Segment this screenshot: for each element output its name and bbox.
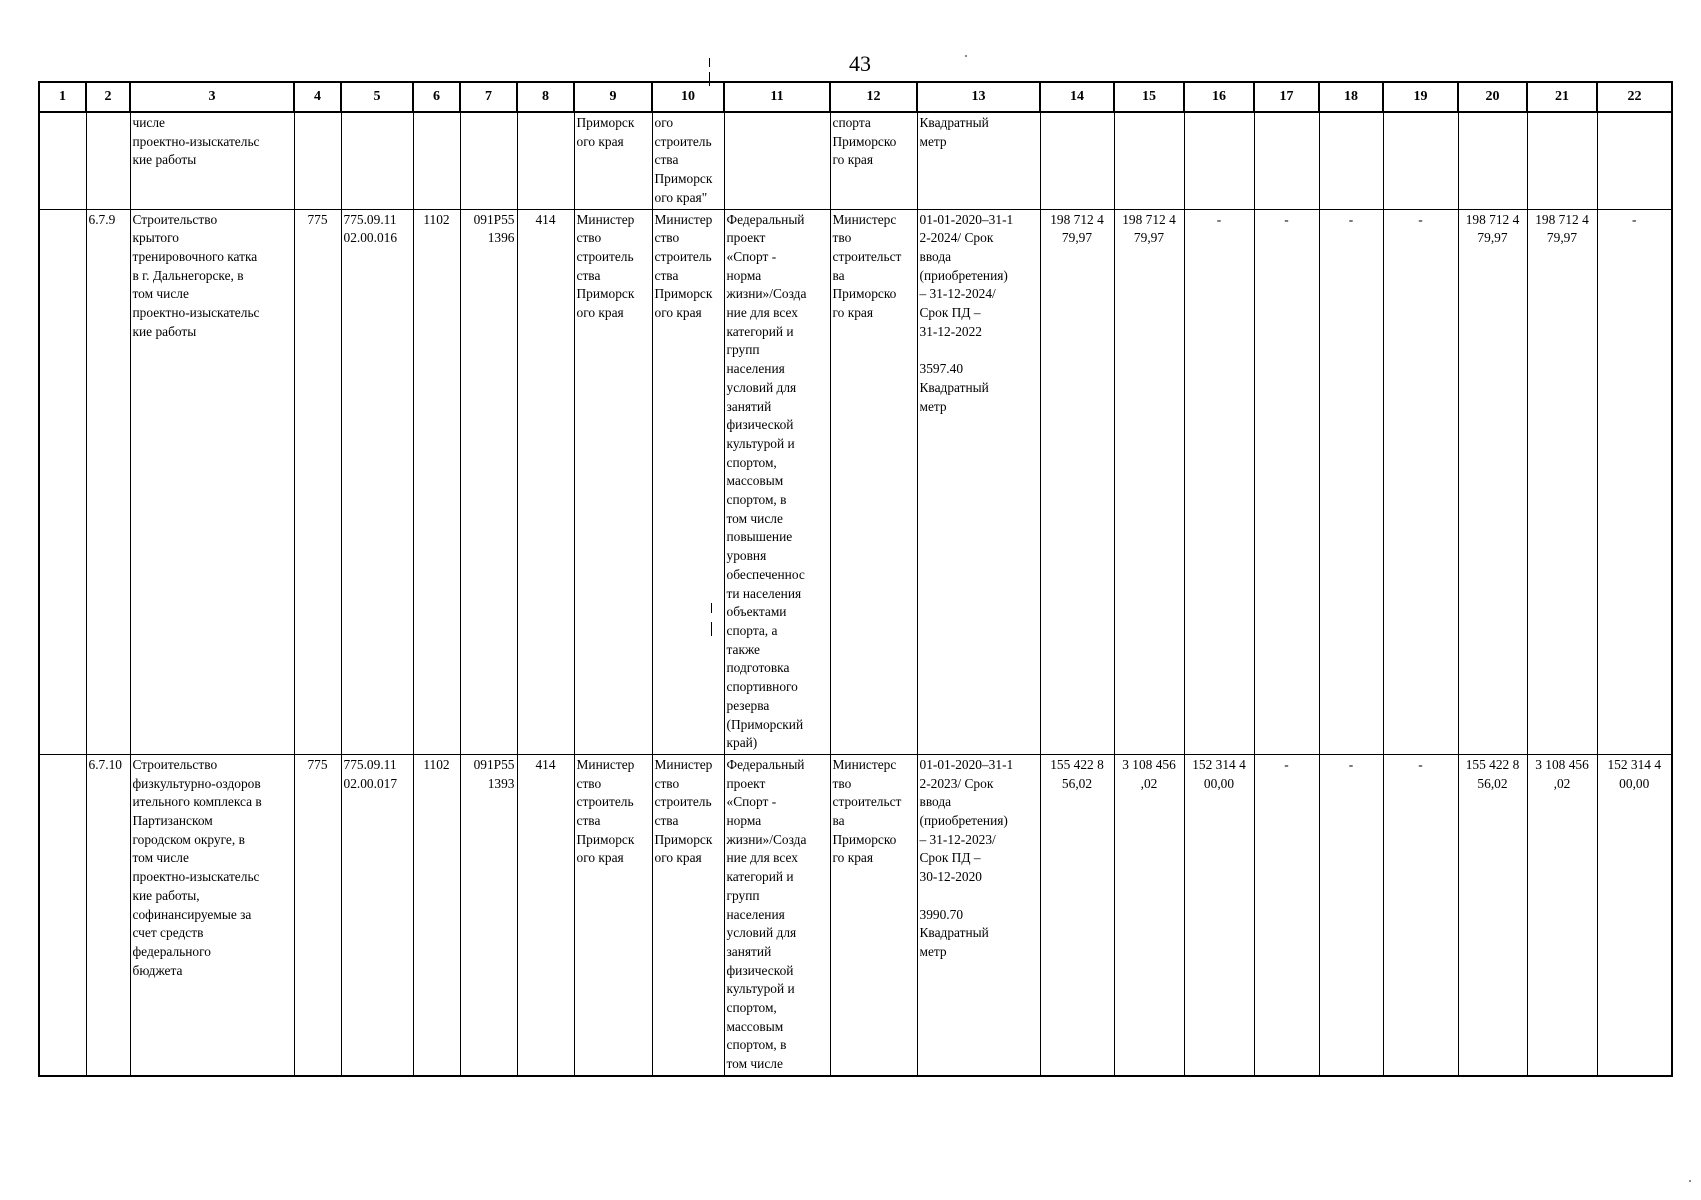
table-cell: спорта Приморско го края	[830, 112, 917, 209]
table-cell	[1527, 112, 1597, 209]
table-cell: -	[1319, 209, 1383, 754]
header-cell: 16	[1184, 82, 1254, 112]
table-cell: 155 422 8 56,02	[1458, 754, 1527, 1075]
row-number-cell	[86, 112, 130, 209]
scan-speck	[1689, 1180, 1691, 1182]
header-cell: 2	[86, 82, 130, 112]
table-cell: ого строитель ства Приморск ого края"	[652, 112, 724, 209]
table-cell	[517, 112, 574, 209]
table-cell: 091P55 1396	[460, 209, 517, 754]
table-cell	[1184, 112, 1254, 209]
table-cell: Федеральный проект «Спорт - норма жизни»/Созда ние для всех категорий и групп населения условий для занятий физической культурой и спортом, массовым спортом, в том числе повышение уровня обеспеченнос ти населения объектами спорта, а также подготовка спортивного резерва (Приморский край)	[724, 209, 830, 754]
table-cell: 152 314 4 00,00	[1184, 754, 1254, 1075]
table-cell: 414	[517, 209, 574, 754]
table-cell	[1319, 112, 1383, 209]
row-number-cell: 6.7.9	[86, 209, 130, 754]
header-cell: 13	[917, 82, 1040, 112]
table-cell: Квадратный метр	[917, 112, 1040, 209]
header-cell: 4	[294, 82, 341, 112]
table-cell: Министерс тво строительст ва Приморско го края	[830, 754, 917, 1075]
table-cell: 775.09.11 02.00.017	[341, 754, 413, 1075]
table-cell: 1102	[413, 754, 460, 1075]
scan-speck	[965, 55, 967, 57]
table-cell: Министерс тво строительст ва Приморско го края	[830, 209, 917, 754]
row-number-cell: 6.7.10	[86, 754, 130, 1075]
table-cell: 198 712 4 79,97	[1040, 209, 1114, 754]
table-cell: Федеральный проект «Спорт - норма жизни»/Созда ние для всех категорий и групп населения условий для занятий физической культурой и спортом, массовым спортом, в том числе	[724, 754, 830, 1075]
header-cell: 1	[39, 82, 86, 112]
data-table	[38, 81, 1673, 1077]
table-cell: 198 712 4 79,97	[1527, 209, 1597, 754]
table-cell: -	[1383, 754, 1458, 1075]
header-cell: 7	[460, 82, 517, 112]
table-cell: 01-01-2020–31-1 2-2023/ Срок ввода (приобретения) – 31-12-2023/ Срок ПД – 30-12-2020 3990.70 Квадратный метр	[917, 754, 1040, 1075]
table-cell	[413, 112, 460, 209]
table-cell	[724, 112, 830, 209]
table-cell: 775	[294, 209, 341, 754]
table-cell	[1040, 112, 1114, 209]
table-cell	[39, 112, 86, 209]
table-cell	[1254, 112, 1319, 209]
header-cell: 14	[1040, 82, 1114, 112]
table-cell: 01-01-2020–31-1 2-2024/ Срок ввода (приобретения) – 31-12-2024/ Срок ПД – 31-12-2022 3597.40 Квадратный метр	[917, 209, 1040, 754]
table-cell	[341, 112, 413, 209]
table-cell: 155 422 8 56,02	[1040, 754, 1114, 1075]
table-cell	[1114, 112, 1184, 209]
header-cell: 5	[341, 82, 413, 112]
header-cell: 11	[724, 82, 830, 112]
table-cell: -	[1597, 209, 1672, 754]
header-cell: 22	[1597, 82, 1672, 112]
table-cell: Министер ство строитель ства Приморск ого края	[652, 209, 724, 754]
header-cell: 6	[413, 82, 460, 112]
scan-mark	[709, 58, 710, 67]
table-cell: 152 314 4 00,00	[1597, 754, 1672, 1075]
table-cell	[39, 754, 86, 1075]
object-name-cell: Строительство физкультурно-оздоров ительного комплекса в Партизанском городском округе, в том числе проектно-изыскательс кие работы, софинансируемые за счет средств федерального бюджета	[130, 754, 294, 1075]
header-cell: 21	[1527, 82, 1597, 112]
table-cell: 198 712 4 79,97	[1114, 209, 1184, 754]
table-cell: 3 108 456 ,02	[1527, 754, 1597, 1075]
header-cell: 15	[1114, 82, 1184, 112]
header-cell: 18	[1319, 82, 1383, 112]
table-cell	[1597, 112, 1672, 209]
table-cell: 414	[517, 754, 574, 1075]
header-cell: 9	[574, 82, 652, 112]
table-cell: Приморск ого края	[574, 112, 652, 209]
table-cell	[39, 209, 86, 754]
header-cell: 8	[517, 82, 574, 112]
page-number: 43	[849, 51, 871, 76]
header-cell: 20	[1458, 82, 1527, 112]
table-cell: Министер ство строитель ства Приморск ого края	[574, 754, 652, 1075]
table-row	[39, 209, 1672, 754]
table-cell: 3 108 456 ,02	[1114, 754, 1184, 1075]
table-cell: -	[1184, 209, 1254, 754]
table-cell: 1102	[413, 209, 460, 754]
table-cell: Министер ство строитель ства Приморск ого края	[652, 754, 724, 1075]
table-cell: -	[1319, 754, 1383, 1075]
table-row	[39, 112, 1672, 209]
table-cell	[1383, 112, 1458, 209]
object-name-cell: Строительство крытого тренировочного катка в г. Дальнегорске, в том числе проектно-изыскательс кие работы	[130, 209, 294, 754]
table-cell	[460, 112, 517, 209]
table-cell	[1458, 112, 1527, 209]
header-row	[39, 82, 1672, 112]
header-cell: 3	[130, 82, 294, 112]
table-cell: 775.09.11 02.00.016	[341, 209, 413, 754]
header-cell: 17	[1254, 82, 1319, 112]
table-row	[39, 754, 1672, 1075]
table-cell: -	[1254, 209, 1319, 754]
table-cell: -	[1254, 754, 1319, 1075]
table-cell	[294, 112, 341, 209]
table-cell: 775	[294, 754, 341, 1075]
header-cell: 10	[652, 82, 724, 112]
table-cell: 091P55 1393	[460, 754, 517, 1075]
table-cell: 198 712 4 79,97	[1458, 209, 1527, 754]
table-cell: -	[1383, 209, 1458, 754]
object-name-cell: числе проектно-изыскательс кие работы	[130, 112, 294, 209]
header-cell: 19	[1383, 82, 1458, 112]
header-cell: 12	[830, 82, 917, 112]
table-cell: Министер ство строитель ства Приморск ого края	[574, 209, 652, 754]
